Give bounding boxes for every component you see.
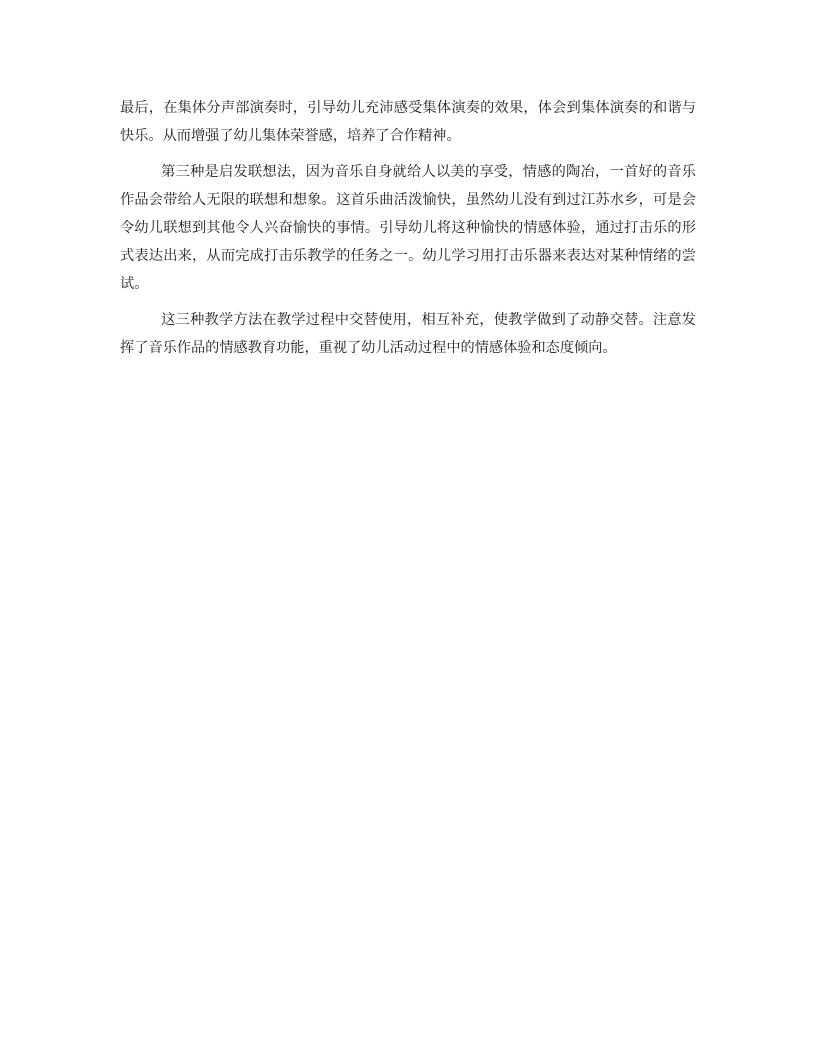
document-body <box>120 94 696 370</box>
paragraph-2: 第三种是启发联想法，因为音乐自身就给人以美的享受，情感的陶冶，一首好的音乐作品会带给人无限的联想和想象。这首乐曲活泼愉快，虽然幼儿没有到过江苏水乡，可是会令幼儿联想到其他令人兴奋愉快的事情。引导幼儿将这种愉快的情感体验，通过打击乐的形式表达出来，从而完成打击乐教学的任务之一。幼儿学习用打击乐器来表达对某种情绪的尝试。 <box>120 164 696 292</box>
paragraph-1: 最后，在集体分声部演奏时，引导幼儿充沛感受集体演奏的效果，体会到集体演奏的和谐与快乐。从而增强了幼儿集体荣誉感，培养了合作精神。 <box>120 100 696 144</box>
paragraph-3: 这三种教学方法在教学过程中交替使用，相互补充，使教学做到了动静交替。注意发挥了音乐作品的情感教育功能，重视了幼儿活动过程中的情感体验和态度倾向。 <box>120 312 696 356</box>
